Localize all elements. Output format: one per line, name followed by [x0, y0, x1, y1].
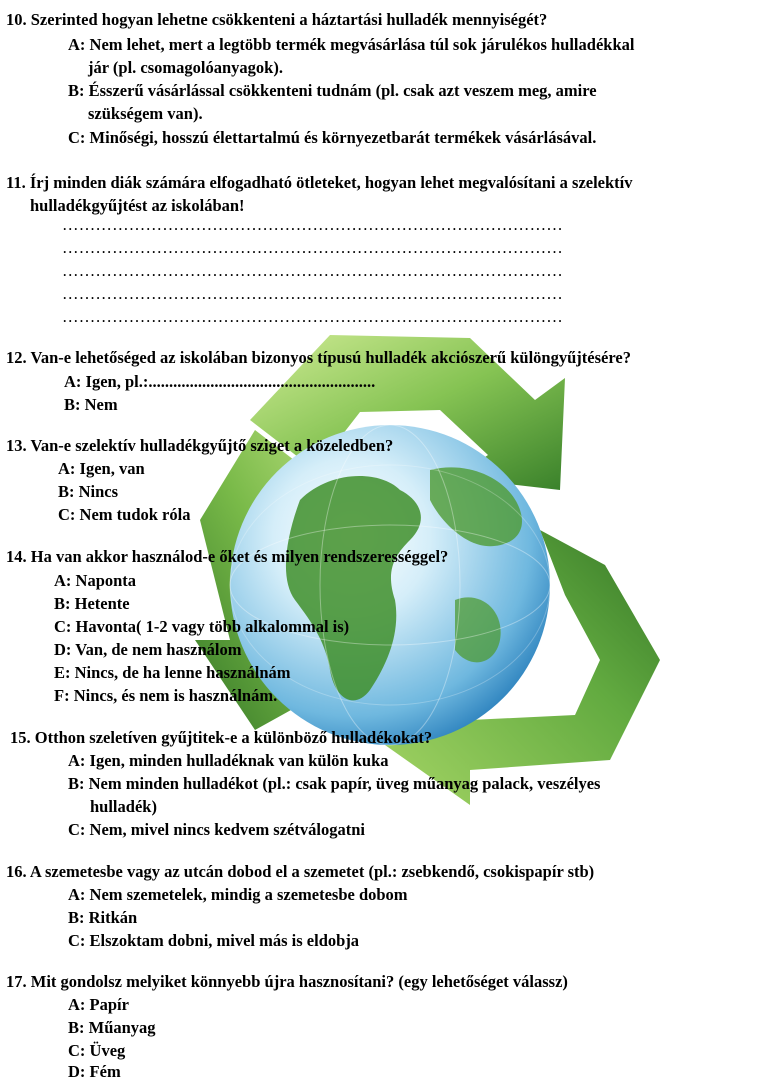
- answer-line[interactable]: ………………………………………………………………………………: [62, 284, 563, 303]
- question-16-option-c: C: Elszoktam dobni, mivel más is eldobja: [68, 931, 360, 950]
- question-14-option-a: A: Naponta: [54, 571, 137, 590]
- question-17: 17. Mit gondolsz melyiket könnyebb újra hasznosítani? (egy lehetőséget válassz): [6, 972, 568, 991]
- question-15-option-b: B: Nem minden hulladékot (pl.: csak papír, üveg műanyag palack, veszélyes: [68, 774, 601, 793]
- question-16-option-b: B: Ritkán: [68, 908, 138, 927]
- answer-line[interactable]: ………………………………………………………………………………: [62, 261, 563, 280]
- question-10-option-b: B: Ésszerű vásárlással csökkenteni tudnám (pl. csak azt veszem meg, amire: [68, 81, 597, 100]
- question-14-option-e: E: Nincs, de ha lenne használnám: [54, 663, 291, 682]
- question-12: 12. Van-e lehetőséged az iskolában bizonyos típusú hulladék akciószerű különgyűjtésére?: [6, 348, 631, 367]
- question-16: 16. A szemetesbe vagy az utcán dobod el a szemetet (pl.: zsebkendő, csokispapír stb): [6, 862, 595, 881]
- question-14: 14. Ha van akkor használod-e őket és milyen rendszerességgel?: [6, 547, 449, 566]
- question-16-option-a: A: Nem szemetelek, mindig a szemetesbe dobom: [68, 885, 408, 904]
- question-15-option-a: A: Igen, minden hulladéknak van külön kuka: [68, 751, 389, 770]
- question-14-option-d: D: Van, de nem használom: [54, 640, 242, 659]
- question-10-option-c: C: Minőségi, hosszú élettartalmú és környezetbarát termékek vásárlásával.: [68, 128, 597, 147]
- question-10: 10. Szerinted hogyan lehetne csökkenteni a háztartási hulladék mennyiségét?: [6, 10, 548, 29]
- question-17-option-c: C: Üveg: [68, 1041, 126, 1060]
- question-17-option-d: D: Fém: [68, 1062, 121, 1081]
- question-13-option-b: B: Nincs: [58, 482, 119, 501]
- question-17-option-a: A: Papír: [68, 995, 129, 1014]
- question-15-option-b-cont: hulladék): [90, 797, 157, 816]
- question-14-option-f: F: Nincs, és nem is használnám.: [54, 686, 278, 705]
- question-10-option-a-cont: jár (pl. csomagolóanyagok).: [88, 58, 283, 77]
- answer-line[interactable]: ………………………………………………………………………………: [62, 215, 563, 234]
- answer-line[interactable]: ………………………………………………………………………………: [62, 307, 563, 326]
- question-13-option-a: A: Igen, van: [58, 459, 145, 478]
- question-11: 11. Írj minden diák számára elfogadható ötleteket, hogyan lehet megvalósítani a szelektív: [6, 173, 633, 192]
- question-10-option-a: A: Nem lehet, mert a legtöbb termék megvásárlása túl sok járulékos hulladékkal: [68, 35, 635, 54]
- answer-line[interactable]: ………………………………………………………………………………: [62, 238, 563, 257]
- question-15: 15. Otthon szeletíven gyűjtitek-e a különböző hulladékokat?: [10, 728, 433, 747]
- question-12-option-a: A: Igen, pl.:.......................................................: [64, 372, 376, 391]
- question-14-option-c: C: Havonta( 1-2 vagy több alkalommal is): [54, 617, 350, 636]
- question-12-option-b: B: Nem: [64, 395, 118, 414]
- question-14-option-b: B: Hetente: [54, 594, 130, 613]
- question-13: 13. Van-e szelektív hulladékgyűjtő sziget a közeledben?: [6, 436, 394, 455]
- question-13-option-c: C: Nem tudok róla: [58, 505, 191, 524]
- question-15-option-c: C: Nem, mivel nincs kedvem szétválogatni: [68, 820, 365, 839]
- question-10-option-b-cont: szükségem van).: [88, 104, 203, 123]
- question-17-option-b: B: Műanyag: [68, 1018, 156, 1037]
- question-11-cont: hulladékgyűjtést az iskolában!: [30, 196, 245, 215]
